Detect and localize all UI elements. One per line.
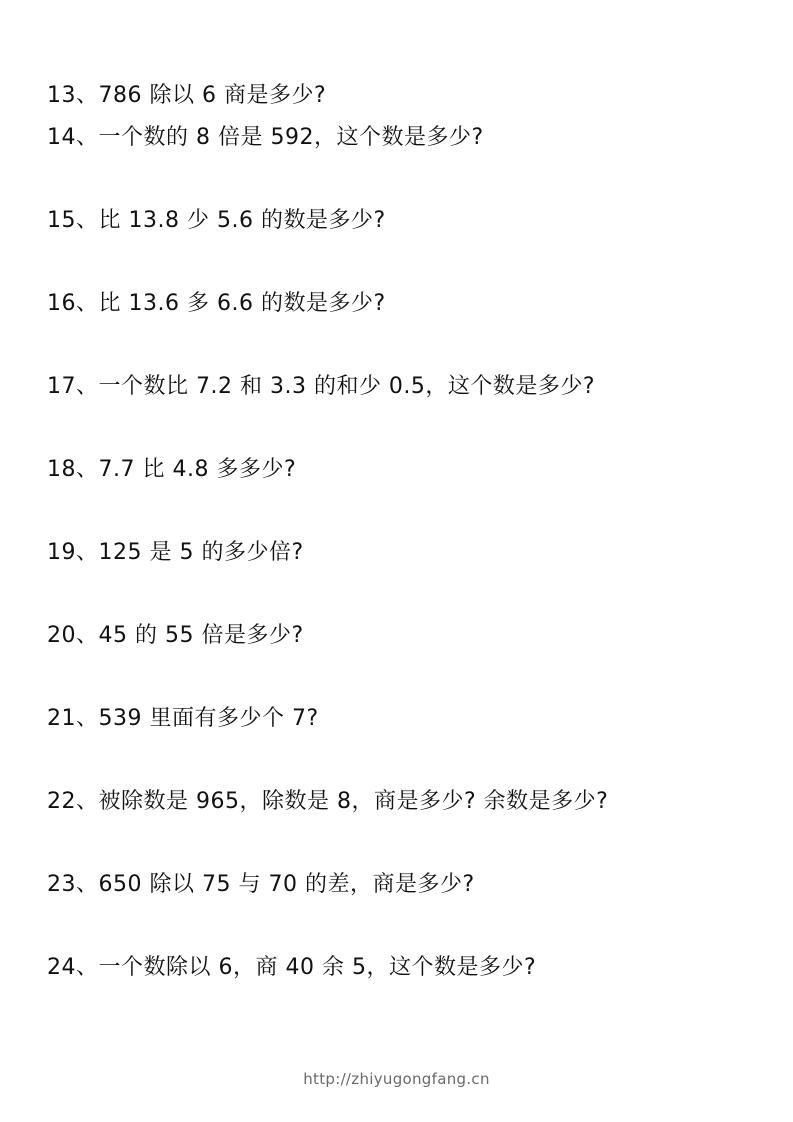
question-23: 23、650 除以 75 与 70 的差，商是多少?: [47, 872, 475, 897]
question-24: 24、一个数除以 6，商 40 余 5，这个数是多少?: [47, 955, 537, 980]
question-21: 21、539 里面有多少个 7?: [47, 706, 319, 731]
question-19: 19、125 是 5 的多少倍?: [47, 540, 304, 565]
question-14: 14、一个数的 8 倍是 592，这个数是多少?: [47, 125, 484, 150]
question-22: 22、被除数是 965，除数是 8，商是多少? 余数是多少?: [47, 789, 609, 814]
question-18: 18、7.7 比 4.8 多多少?: [47, 457, 297, 482]
question-15: 15、比 13.8 少 5.6 的数是多少?: [47, 208, 386, 233]
question-16: 16、比 13.6 多 6.6 的数是多少?: [47, 291, 386, 316]
question-13: 13、786 除以 6 商是多少?: [47, 83, 327, 108]
question-20: 20、45 的 55 倍是多少?: [47, 623, 304, 648]
question-17: 17、一个数比 7.2 和 3.3 的和少 0.5，这个数是多少?: [47, 374, 596, 399]
footer-url: http://zhiyugongfang.cn: [303, 1070, 490, 1088]
